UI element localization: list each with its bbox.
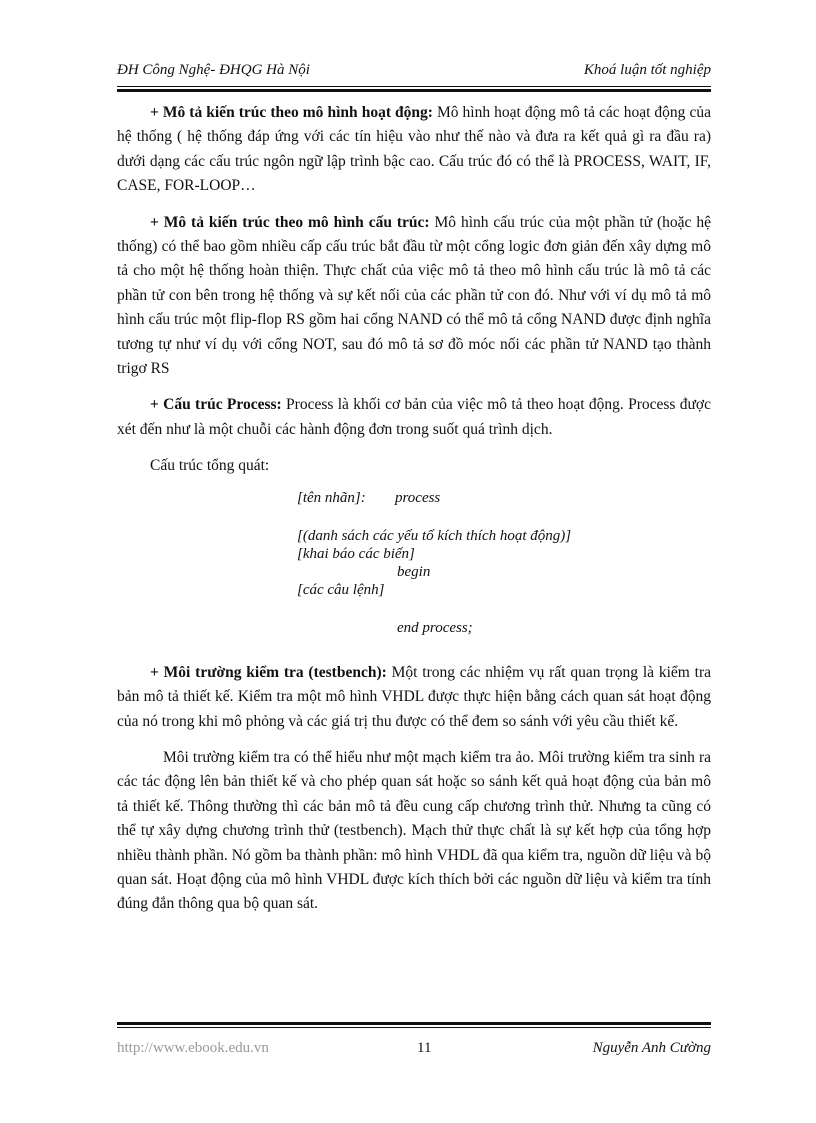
activity-title: + Mô tả kiến trúc theo mô hình hoạt động: (150, 104, 433, 121)
header-rule-thick (117, 89, 711, 92)
process-paragraph (117, 393, 711, 442)
footer-rule-thick (117, 1022, 711, 1025)
footer-author: Nguyễn Anh Cường (592, 1040, 711, 1056)
testbench-detail-paragraph: Môi trường kiểm tra có thể hiểu như một mạch kiểm tra ảo. Môi trường kiểm tra sinh ra các tác động lên bản thiết kế và cho phép quan sát hoặc so sánh kết quả hoạt động của bản mô tả thiết kế. Thông thường thì các bản mô tả đều cung cấp chương trình thử. Nhưng ta cũng có thể tự xây dựng chương trình thử (testbench). Mạch thử thực chất là sự kết hợp của tổng hợp nhiều thành phần. Nó gồm ba thành phần: mô hình VHDL đã qua kiểm tra, nguồn dữ liệu và bộ quan sát. Hoạt động của mô hình VHDL được kích thích bởi các nguồn dữ liệu và kiểm tra tính đúng đắn thông qua bộ quan sát. (117, 748, 711, 913)
footer-rule-thin (117, 1027, 711, 1028)
page-body (117, 101, 711, 929)
structure-text: Mô hình cấu trúc của một phần tử (hoặc hệ thống) có thể bao gồm nhiều cấp cấu trúc bắt đầu từ một cổng logic đơn giản đến xây dựng mô tả cho một hệ thống hoàn thiện. Thực chất của việc mô tả theo mô hình cấu trúc là mô tả các phần tử con bên trong hệ thống và sự kết nối của các phần tử con đó. Như với ví dụ mô tả mô hình cấu trúc một flip-flop RS gồm hai cổng NAND có thể mô tả cổng NAND được định nghĩa tương tự như ví dụ với cổng NOT, sau đó mô tả sơ đồ móc nối các phần tử NAND tạo thành trigơ RS (117, 213, 711, 378)
code-begin: begin (397, 563, 431, 580)
page-header (117, 62, 711, 84)
page-footer (117, 1040, 711, 1062)
code-sensitivity: [(danh sách các yếu tố kích thích hoạt động)] (297, 527, 572, 544)
header-institution: ĐH Công Nghệ- ĐHQG Hà Nội (117, 62, 310, 78)
structure-title: + Mô tả kiến trúc theo mô hình cấu trúc: (150, 213, 430, 231)
testbench-paragraph (117, 661, 711, 734)
code-declarations: [khai báo các biến] (297, 545, 415, 562)
activity-text: Mô hình hoạt động mô tả các hoạt động của hệ thống ( hệ thống đáp ứng với các tín hiệu vào như thế nào và đưa ra kết quả gì ra đầu ra) dưới dạng các cấu trúc ngôn ngữ lập trình bậc cao. Cấu trúc đó có thể là PROCESS, WAIT, IF, CASE, FOR-LOOP… (117, 104, 711, 195)
header-document-type: Khoá luận tốt nghiệp (583, 62, 711, 78)
activity-paragraph (117, 101, 711, 199)
code-process-keyword: process (395, 489, 441, 506)
structure-paragraph (117, 211, 711, 382)
page-number: 11 (417, 1040, 432, 1056)
process-text: Process là khối cơ bản của việc mô tả theo hoạt động. Process được xét đến như là một chuỗi các hành động đơn trong suốt quá trình dịch. (117, 396, 712, 438)
process-title: + Cấu trúc Process: (150, 396, 282, 414)
testbench-title: + Môi trường kiểm tra (testbench): (150, 663, 387, 681)
general-structure-label: Cấu trúc tổng quát: (150, 457, 270, 475)
process-code-block (297, 489, 711, 637)
footer-url: http://www.ebook.edu.vn (117, 1040, 269, 1056)
code-statements: [các câu lệnh] (297, 581, 385, 598)
testbench-text: Một trong các nhiệm vụ rất quan trọng là kiểm tra bản mô tả thiết kế. Kiểm tra một mô hình VHDL được thực hiện bằng cách quan sát hoạt động của nó trong khi mô phỏng và các giá trị thu được có thể đem so sánh với yêu cầu thiết kế. (117, 663, 711, 730)
code-label: [tên nhãn]: (297, 489, 366, 506)
code-end: end process; (397, 619, 473, 636)
header-rule-thin (117, 86, 711, 87)
